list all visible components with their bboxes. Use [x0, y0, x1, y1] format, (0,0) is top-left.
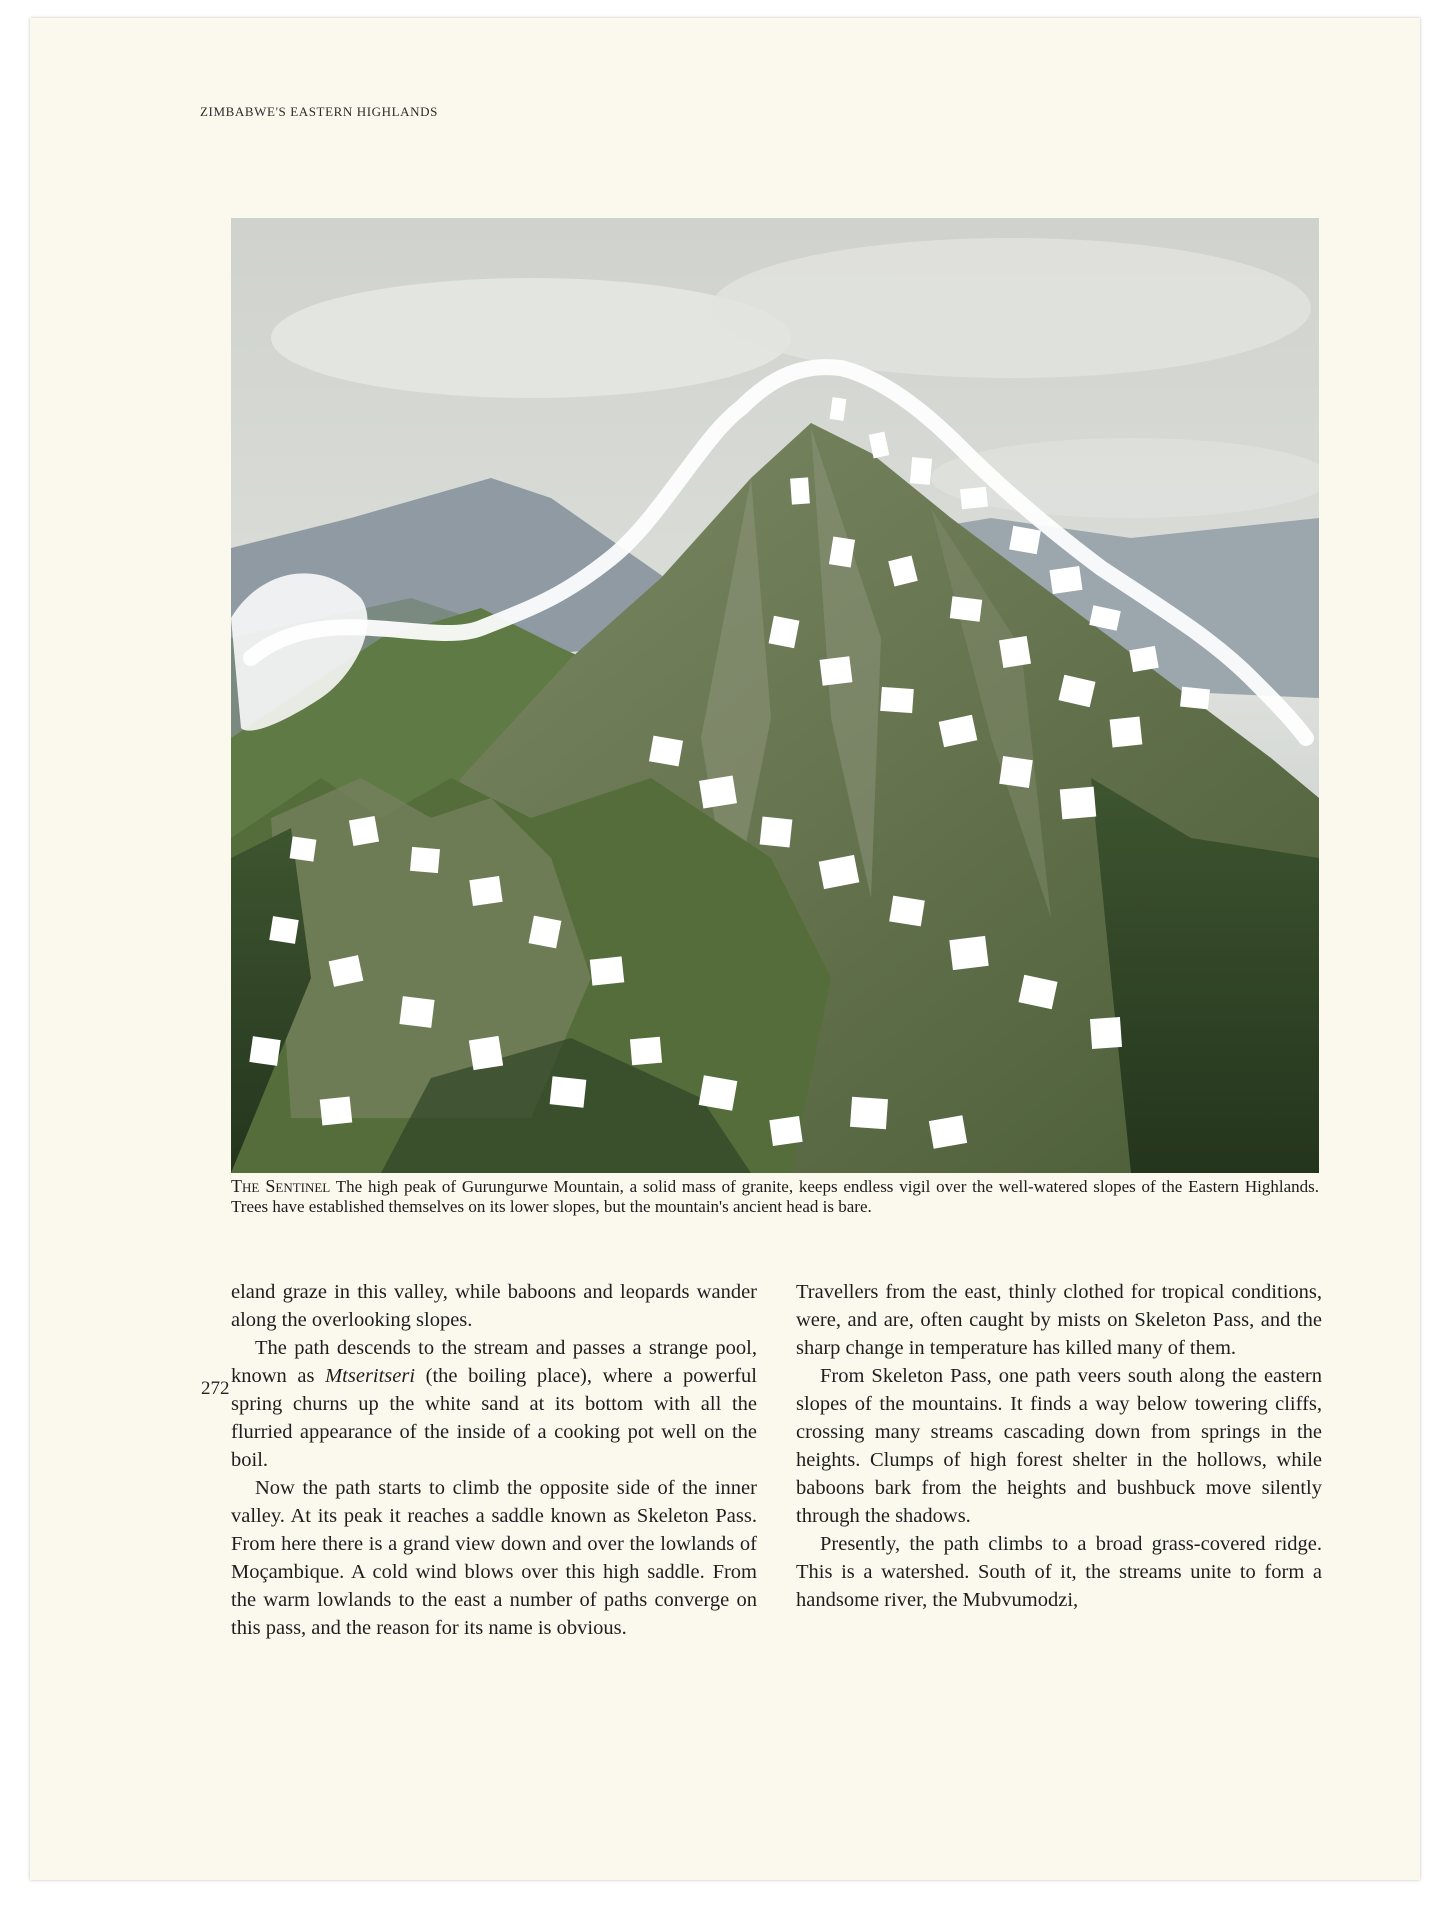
left-paragraph-2	[231, 1334, 757, 1474]
running-head: ZIMBABWE'S EASTERN HIGHLANDS	[200, 104, 438, 119]
page-sheet	[30, 18, 1420, 1880]
mountain-photo-artwork	[231, 218, 1319, 1173]
left-paragraph-2-end: (the boiling place), where a powerful spring churns up the white sand at its bottom with all the flurried appearance of the inside of a cooking pot well on the boil.	[231, 1365, 757, 1471]
right-paragraph-2: From Skeleton Pass, one path veers south along the eastern slopes of the mountains. It finds a way below towering cliffs, crossing many streams cascading down from springs in the heights. Clumps of high forest shelter in the hollows, while baboons bark from the heights and bushbuck move silently through the shadows.	[796, 1365, 1322, 1527]
mountain-photo	[231, 218, 1319, 1173]
left-paragraph-3: Now the path starts to climb the opposite side of the inner valley. At its peak it reaches a saddle known as Skeleton Pass. From here there is a grand view down and over the lowlands of Moçambique. A cold wind blows over this high saddle. From the warm lowlands to the east a number of paths converge on this pass, and the reason for its name is obvious.	[231, 1477, 757, 1639]
page-number: 272	[201, 1378, 230, 1399]
caption-text: The high peak of Gurungurwe Mountain, a solid mass of granite, keeps endless vigil over the well-watered slopes of the Eastern Highlands. Trees have established themselves on its lower slopes, but the mountain's ancient head is bare.	[231, 1177, 1319, 1216]
caption-lead: The Sentinel	[231, 1176, 331, 1196]
left-paragraph-1: eland graze in this valley, while baboons and leopards wander along the overlooking slopes.	[231, 1281, 757, 1331]
right-paragraph-3: Presently, the path climbs to a broad grass-covered ridge. This is a watershed. South of it, the streams unite to form a handsome river, the Mubvumodzi,	[796, 1533, 1322, 1611]
left-paragraph-2-start: The path descends to the stream and passes a strange pool, known as	[231, 1337, 757, 1387]
right-paragraph-1: Travellers from the east, thinly clothed for tropical conditions, were, and are, often caught by mists on Skeleton Pass, and the sharp change in temperature has killed many of them.	[796, 1281, 1322, 1359]
text-column-right	[796, 1278, 1322, 1614]
photo-caption	[231, 1176, 1319, 1217]
mtseritseri-term: Mtseritseri	[325, 1365, 416, 1387]
text-column-left	[231, 1278, 757, 1642]
